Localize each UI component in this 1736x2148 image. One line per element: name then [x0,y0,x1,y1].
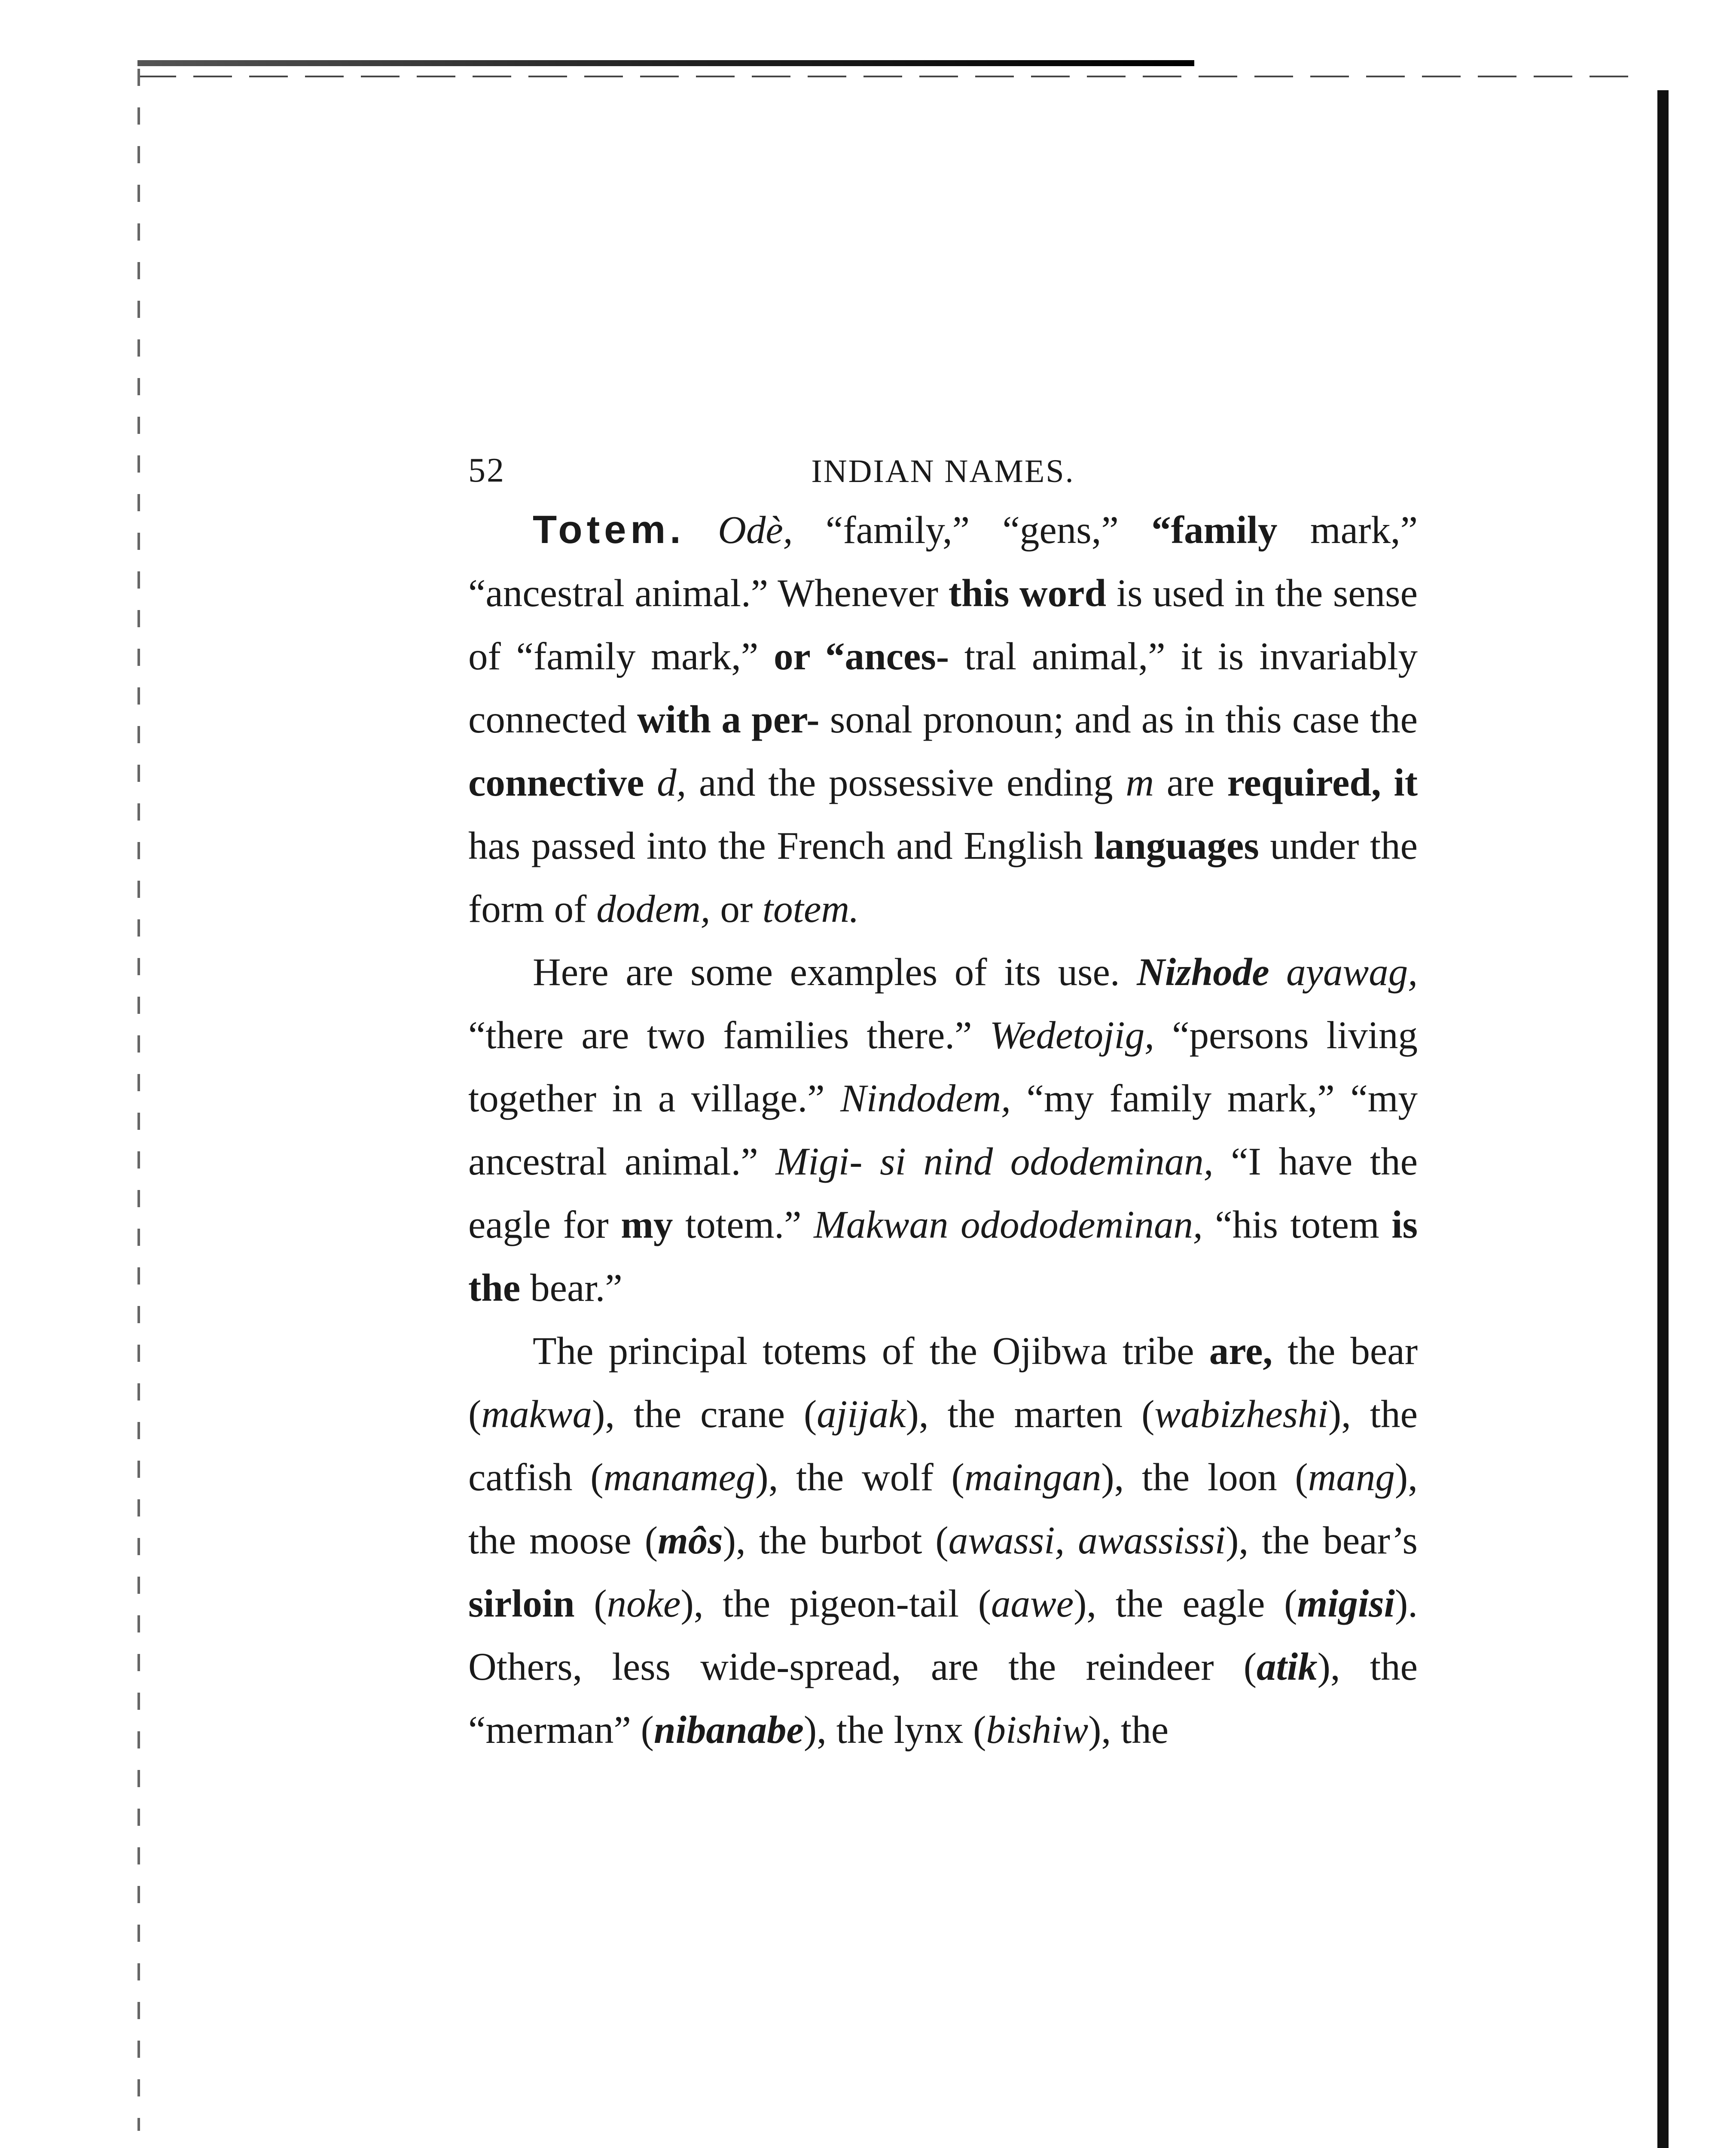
paragraph-principal-totems: The principal totems of the Ojibwa tribe are, the bear (makwa), the crane (ajijak), the marten (wabizheshi), the catfish (manameg), the wolf (maingan), the loon (mang), the moose (môs), the burbot (awassi, awassissi), the bear’s sirloin (noke), the pigeon-tail (aawe), the eagle (migisi). Others, less wide-spread, are the reindeer (atik), the “merman” (nibanabe), the lynx (bishiw), the [468,1329,1418,1751]
book-page [468,451,1418,1761]
entry-headword: Totem. [533,508,685,552]
page-number: 52 [468,452,505,489]
top-rule [137,60,1194,66]
right-page-edge [1657,90,1669,2148]
paragraph-examples: Here are some examples of its use. Nizhode ayawag, “there are two families there.” Wedetojig, “persons living together in a village.” Nindodem, “my family mark,” “my ancestral animal.” Migi- si nind ododeminan, “I have the eagle for my totem.” Makwan odododeminan, “his totem is the bear.” [468,950,1418,1309]
paragraph-totem-definition: Totem. Odè, “family,” “gens,” “family mark,” “ancestral animal.” Whenever this word is used in the sense of “family mark,” or “ances- tral animal,” it is invariably connected with a per- sonal pronoun; and as in this case the connective d, and the possessive ending m are required, it has passed into the French and English languages under the form of dodem, or totem. [468,508,1418,931]
left-page-edge [137,69,140,2131]
running-title: INDIAN NAMES. [811,453,1075,489]
top-thin-rule [137,76,1641,77]
running-head [468,451,1418,498]
